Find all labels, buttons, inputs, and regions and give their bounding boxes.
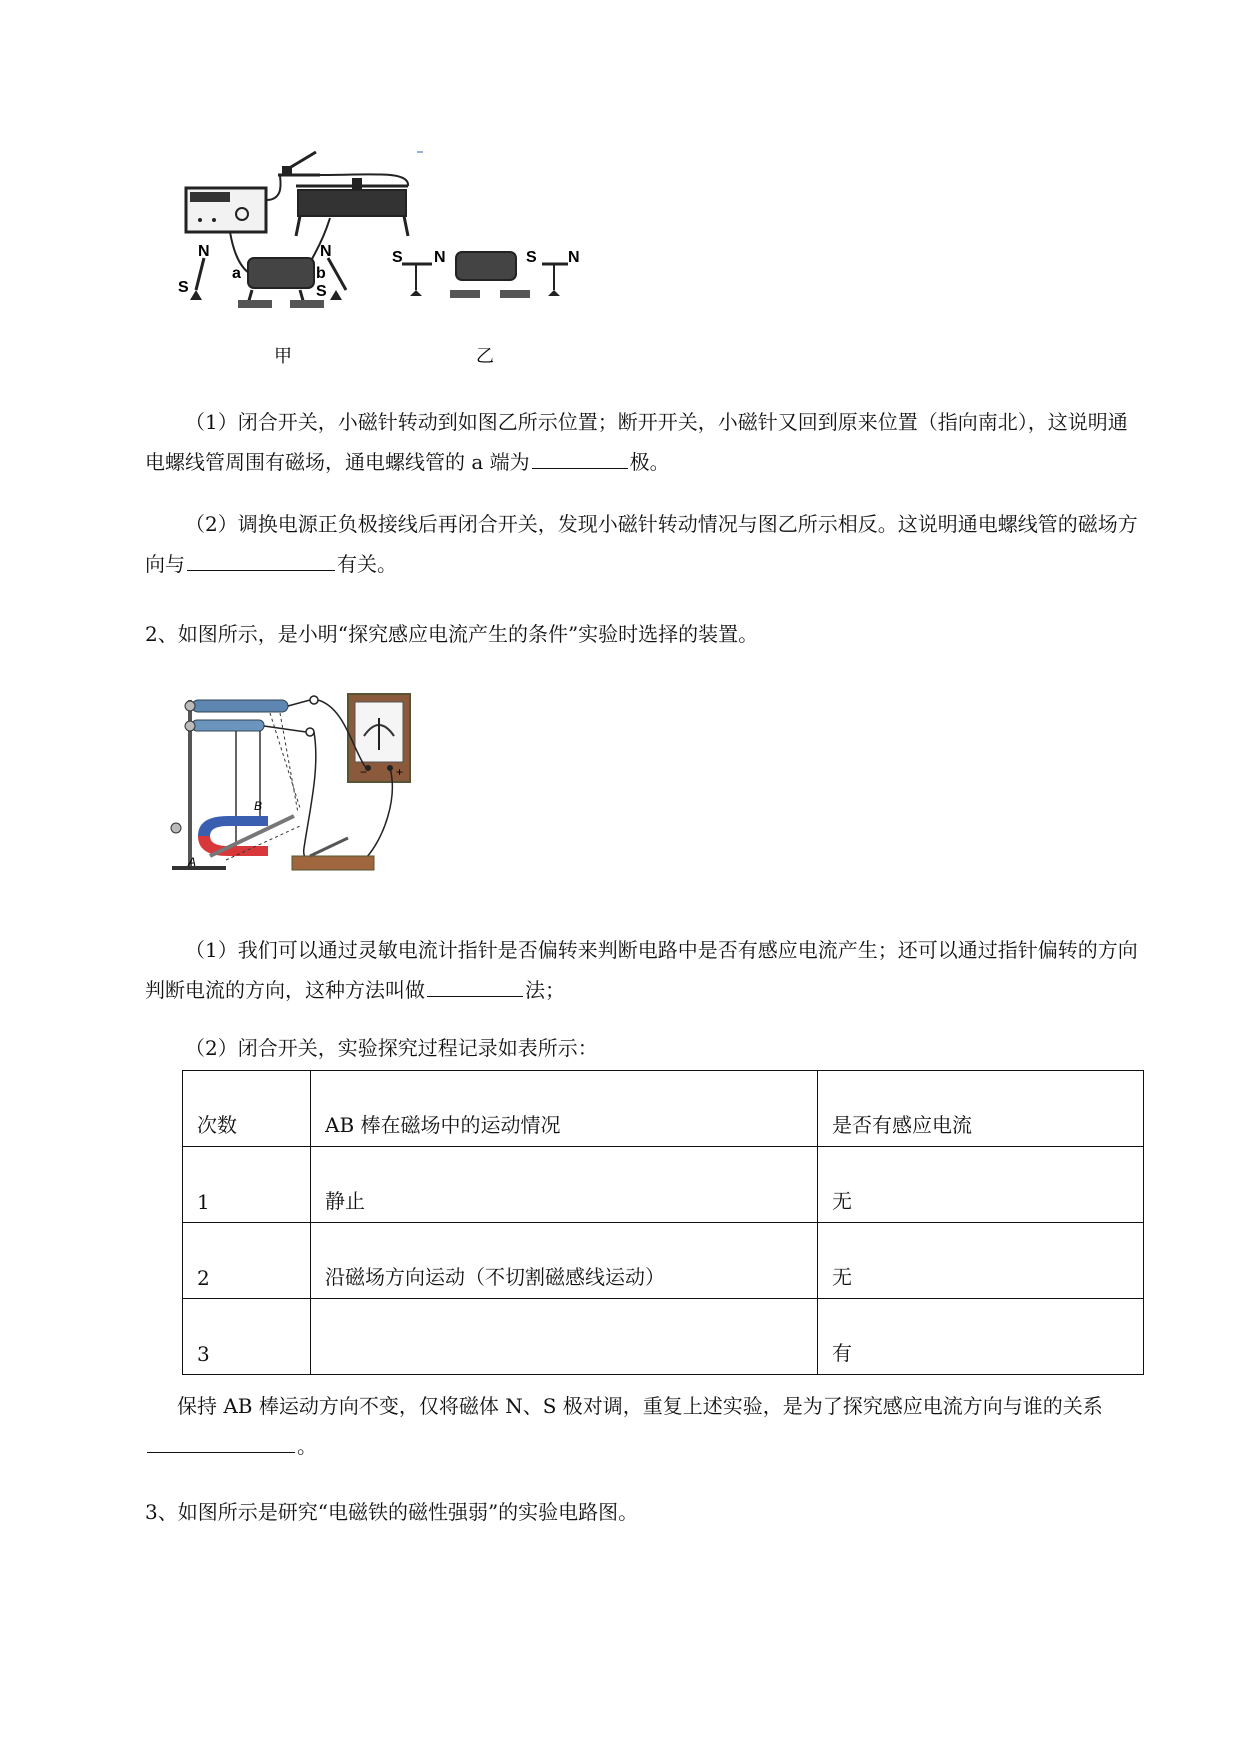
table-cell: 1 [183,1147,311,1223]
pole-label: S [526,249,537,266]
table-row [183,1223,1144,1299]
q2-part1: （1）我们可以通过灵敏电流计指针是否偏转来判断电路中是否有感应电流产生；还可以通过指针偏转的方向判断电流的方向，这种方法叫做 法； [145,938,1138,1002]
pole-label: b [316,265,326,282]
table-cell: 静止 [311,1147,818,1223]
answer-blank[interactable] [147,1430,295,1453]
q2-title: 2、如图所示，是小明“探究感应电流产生的条件”实验时选择的装置。 [145,622,759,646]
pole-label: S [392,249,403,266]
figure-label-jia: 甲 [274,346,292,366]
table-cell: 无 [818,1147,1144,1223]
record-table [182,1070,1144,1375]
answer-blank[interactable] [532,446,628,469]
table-cell: 沿磁场方向运动（不切割磁感线运动） [311,1223,818,1299]
solenoid-diagram [170,140,650,380]
table-header-cell: 是否有感应电流 [818,1071,1144,1147]
table-cell: 有 [818,1299,1144,1375]
figure-solenoid [170,140,650,380]
rod-label-b: B [254,799,263,813]
q2-part2: （2）闭合开关，实验探究过程记录如表所示： [185,1036,598,1060]
table-cell: 3 [183,1299,311,1375]
pole-label: N [434,249,446,266]
table-header-cell: AB 棒在磁场中的运动情况 [311,1071,818,1147]
table-cell: 2 [183,1223,311,1299]
table-row [183,1147,1144,1223]
answer-blank[interactable] [187,548,335,571]
table-header-row [183,1071,1144,1147]
pole-label: a [232,265,241,282]
q1-part1: （1）闭合开关，小磁针转动到如图乙所示位置；断开开关，小磁针又回到原来位置（指向南北），这说明通电螺线管周围有磁场，通电螺线管的 a 端为 极。 [145,410,1128,474]
figure-label-yi: 乙 [476,346,494,366]
q3-title: 3、如图所示是研究“电磁铁的磁性强弱”的实验电路图。 [145,1500,639,1524]
table-header-cell: 次数 [183,1071,311,1147]
rod-label-a: A [188,855,197,869]
table-cell-empty[interactable] [311,1299,818,1375]
figure-induction [170,688,440,888]
q2-after-table: 保持 AB 棒运动方向不变，仅将磁体 N、S 极对调，重复上述实验，是为了探究感应电流方向与谁的关系。 [145,1386,1145,1466]
terminal-minus: − [360,765,368,779]
pole-label: N [320,243,332,260]
table-row [183,1299,1144,1375]
pole-label: S [316,283,327,300]
pole-label: S [178,279,189,296]
pole-label: N [198,243,210,260]
table-cell: 无 [818,1223,1144,1299]
induction-diagram [170,688,440,888]
answer-blank[interactable] [427,974,523,997]
pole-label: N [568,249,580,266]
q1-part2: （2）调换电源正负极接线后再闭合开关，发现小磁针转动情况与图乙所示相反。这说明通电螺线管的磁场方向与 有关。 [145,512,1138,576]
terminal-plus: + [396,765,404,779]
